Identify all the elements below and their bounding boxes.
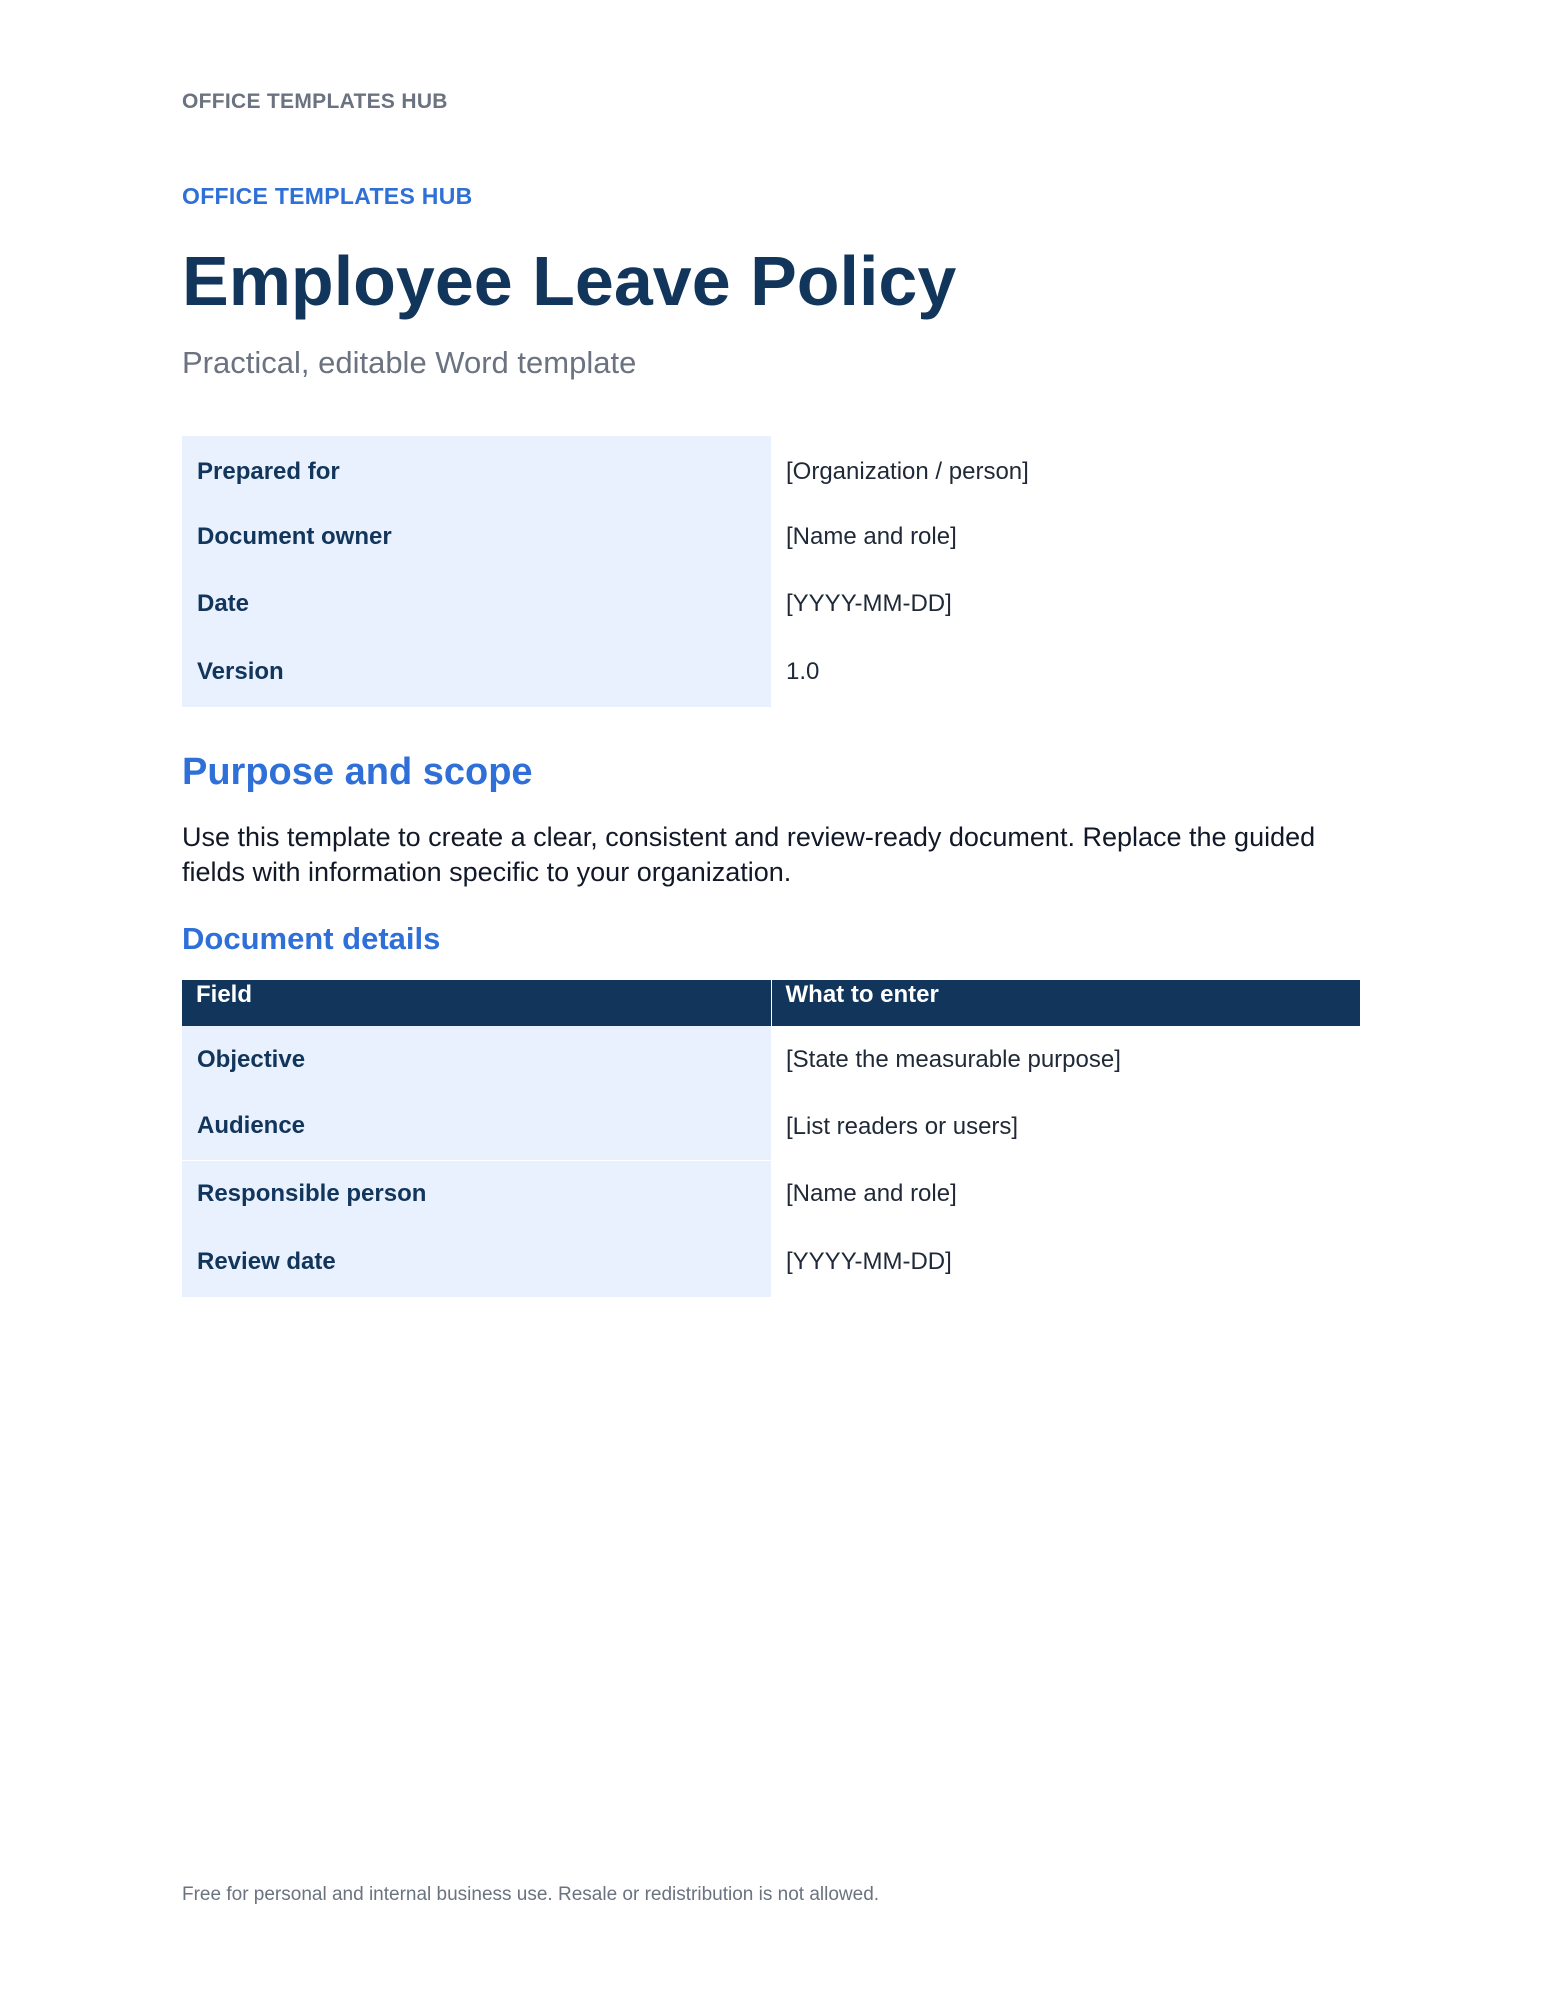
table-row <box>182 1026 1360 1093</box>
meta-row-prepared-for <box>182 436 1360 503</box>
meta-label: Prepared for <box>182 436 771 503</box>
details-value: [YYYY-MM-DD] <box>786 1248 952 1275</box>
document-title: Employee Leave Policy <box>182 242 957 320</box>
page-header-brand: OFFICE TEMPLATES HUB <box>182 90 448 113</box>
details-value: [Name and role] <box>786 1179 957 1207</box>
page-footer-notice: Free for personal and internal business use. Resale or redistribution is not allowed. <box>182 1884 880 1905</box>
table-row <box>182 1093 1360 1160</box>
table-header-row <box>182 980 1360 1026</box>
details-heading: Document details <box>182 921 441 956</box>
meta-value: [Organization / person] <box>786 457 1029 485</box>
document-meta-table <box>182 436 1360 707</box>
meta-value: [Name and role] <box>786 522 957 550</box>
column-header-what-to-enter: What to enter <box>771 980 1360 1026</box>
table-row <box>182 1227 1360 1297</box>
purpose-text: Use this template to create a clear, consistent and review-ready document. Replace the guided fields with information specific to your organization. <box>182 822 1316 887</box>
meta-row-date <box>182 570 1360 637</box>
details-label: Audience <box>182 1093 771 1160</box>
document-details-table <box>182 980 1360 1297</box>
cover-kicker: OFFICE TEMPLATES HUB <box>182 183 473 209</box>
meta-value: 1.0 <box>786 658 820 685</box>
details-label: Objective <box>182 1026 771 1093</box>
document-page <box>182 0 1360 2002</box>
document-subtitle: Practical, editable Word template <box>182 345 637 380</box>
details-label: Responsible person <box>182 1160 771 1227</box>
meta-label: Version <box>182 637 771 707</box>
column-header-field: Field <box>182 980 771 1026</box>
meta-row-document-owner <box>182 503 1360 570</box>
details-value: [List readers or users] <box>786 1112 1019 1140</box>
table-row <box>182 1160 1360 1227</box>
purpose-heading: Purpose and scope <box>182 751 533 793</box>
meta-label: Date <box>182 570 771 637</box>
meta-row-version <box>182 637 1360 707</box>
meta-label: Document owner <box>182 503 771 570</box>
meta-value: [YYYY-MM-DD] <box>786 589 952 617</box>
details-label: Review date <box>182 1227 771 1297</box>
details-value: [State the measurable purpose] <box>786 1045 1121 1073</box>
